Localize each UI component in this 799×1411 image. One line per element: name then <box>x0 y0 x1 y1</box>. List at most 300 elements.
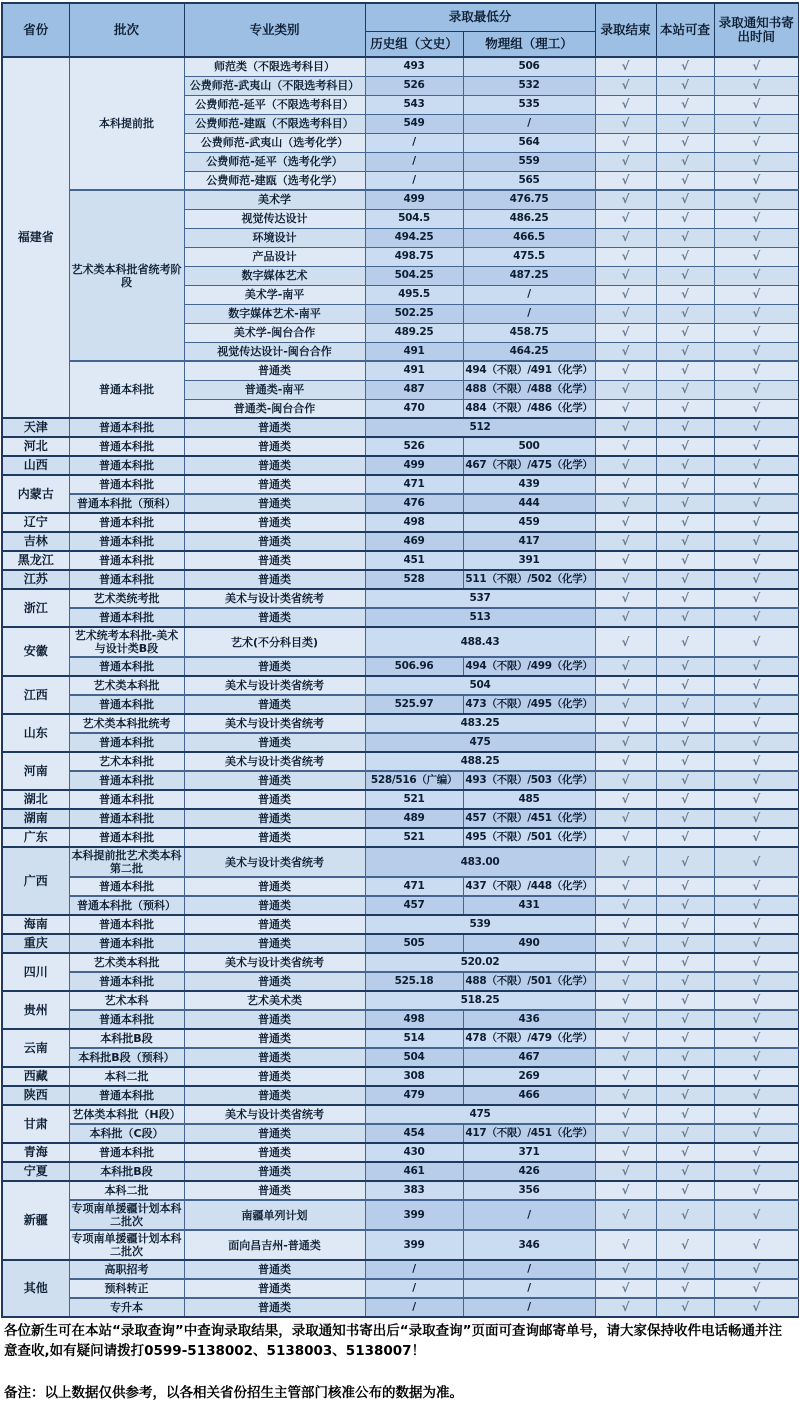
batch-cell: 艺术统考本科批-美术与设计类B段 <box>69 627 184 657</box>
category-cell: 普通类 <box>184 1029 365 1048</box>
category-cell: 美术与设计类省统考 <box>184 1105 365 1124</box>
physics-score-cell: / <box>463 114 595 133</box>
category-cell: 普通类 <box>184 1143 365 1162</box>
batch-cell: 普通本科批 <box>69 695 184 714</box>
table-row <box>2 991 799 1010</box>
site-query-check-cell: √ <box>656 114 714 133</box>
col-header-province: 省份 <box>2 3 69 57</box>
admission-finished-check-cell: √ <box>595 418 656 437</box>
physics-score-cell: 459 <box>463 513 595 532</box>
site-query-check-cell: √ <box>656 934 714 953</box>
province-cell: 广西 <box>2 847 69 915</box>
notice-mail-check-cell: √ <box>714 790 799 809</box>
province-cell: 江西 <box>2 676 69 714</box>
category-cell: 普通类 <box>184 896 365 915</box>
site-query-check-cell: √ <box>656 676 714 695</box>
category-cell: 普通类 <box>184 1124 365 1143</box>
table-row <box>2 589 799 608</box>
history-score-cell: 494.25 <box>365 228 463 247</box>
notice-mail-check-cell: √ <box>714 1162 799 1181</box>
table-row <box>2 1162 799 1181</box>
history-score-cell: 526 <box>365 437 463 456</box>
history-score-cell: 499 <box>365 456 463 475</box>
admission-finished-check-cell: √ <box>595 771 656 790</box>
site-query-check-cell: √ <box>656 972 714 991</box>
site-query-check-cell: √ <box>656 1298 714 1317</box>
category-cell: 美术与设计类省统考 <box>184 953 365 972</box>
notice-mail-check-cell: √ <box>714 171 799 190</box>
site-query-check-cell: √ <box>656 1162 714 1181</box>
province-cell: 山东 <box>2 714 69 752</box>
merged-score-cell: 488.43 <box>365 627 595 657</box>
table-row <box>2 1181 799 1200</box>
batch-cell: 普通本科批 <box>69 513 184 532</box>
table-row <box>2 437 799 456</box>
province-cell: 江苏 <box>2 570 69 589</box>
site-query-check-cell: √ <box>656 991 714 1010</box>
physics-score-cell: / <box>463 1260 595 1279</box>
site-query-check-cell: √ <box>656 1143 714 1162</box>
batch-cell: 普通本科批 <box>69 972 184 991</box>
batch-cell: 艺术本科批 <box>69 752 184 771</box>
physics-score-cell: 391 <box>463 551 595 570</box>
province-cell: 宁夏 <box>2 1162 69 1181</box>
physics-score-cell: / <box>463 1200 595 1230</box>
notice-mail-check-cell: √ <box>714 1200 799 1230</box>
category-cell: 视觉传达设计-闽台合作 <box>184 342 365 361</box>
batch-cell: 专项南单援疆计划本科二批次 <box>69 1200 184 1230</box>
table-row <box>2 953 799 972</box>
history-score-cell: / <box>365 133 463 152</box>
admission-finished-check-cell: √ <box>595 809 656 828</box>
batch-cell: 本科批B段 <box>69 1162 184 1181</box>
physics-score-cell: 444 <box>463 494 595 513</box>
admission-finished-check-cell: √ <box>595 1048 656 1067</box>
notice-mail-check-cell: √ <box>714 771 799 790</box>
site-query-check-cell: √ <box>656 1010 714 1029</box>
physics-score-cell: 356 <box>463 1181 595 1200</box>
site-query-check-cell: √ <box>656 304 714 323</box>
site-query-check-cell: √ <box>656 1124 714 1143</box>
physics-score-cell: 437（不限）/448（化学） <box>463 877 595 896</box>
admission-finished-check-cell: √ <box>595 171 656 190</box>
table-row <box>2 1105 799 1124</box>
history-score-cell: / <box>365 1298 463 1317</box>
col-header-admission-finished: 录取结束 <box>595 3 656 57</box>
admission-finished-check-cell: √ <box>595 114 656 133</box>
notice-mail-check-cell: √ <box>714 456 799 475</box>
batch-cell: 普通本科批 <box>69 532 184 551</box>
category-cell: 普通类 <box>184 608 365 627</box>
category-cell: 数字媒体艺术-南平 <box>184 304 365 323</box>
category-cell: 南疆单列计划 <box>184 1200 365 1230</box>
site-query-check-cell: √ <box>656 1029 714 1048</box>
site-query-check-cell: √ <box>656 1086 714 1105</box>
notice-mail-check-cell: √ <box>714 95 799 114</box>
notice-mail-check-cell: √ <box>714 1010 799 1029</box>
history-score-cell: 521 <box>365 790 463 809</box>
physics-score-cell: 564 <box>463 133 595 152</box>
physics-score-cell: 269 <box>463 1067 595 1086</box>
table-row <box>2 790 799 809</box>
site-query-check-cell: √ <box>656 513 714 532</box>
category-cell: 面向昌吉州-普通类 <box>184 1230 365 1260</box>
category-cell: 公费师范-建瓯（不限选考科目） <box>184 114 365 133</box>
footer-remark-text: 备注：以上数据仅供参考，以各相关省份招生主管部门核准公布的数据为准。 <box>4 1385 463 1401</box>
category-cell: 普通类 <box>184 915 365 934</box>
province-cell: 贵州 <box>2 991 69 1029</box>
admission-finished-check-cell: √ <box>595 1230 656 1260</box>
physics-score-cell: 466 <box>463 1086 595 1105</box>
category-cell: 普通类 <box>184 513 365 532</box>
physics-score-cell: 466.5 <box>463 228 595 247</box>
batch-cell: 艺术类本科批统考 <box>69 714 184 733</box>
notice-mail-check-cell: √ <box>714 304 799 323</box>
admission-finished-check-cell: √ <box>595 752 656 771</box>
admission-finished-check-cell: √ <box>595 1298 656 1317</box>
category-cell: 公费师范-建瓯（选考化学） <box>184 171 365 190</box>
notice-mail-check-cell: √ <box>714 695 799 714</box>
table-row <box>2 828 799 847</box>
site-query-check-cell: √ <box>656 1260 714 1279</box>
site-query-check-cell: √ <box>656 532 714 551</box>
admission-finished-check-cell: √ <box>595 95 656 114</box>
history-score-cell: 308 <box>365 1067 463 1086</box>
physics-score-cell: 559 <box>463 152 595 171</box>
province-cell: 西藏 <box>2 1067 69 1086</box>
site-query-check-cell: √ <box>656 809 714 828</box>
category-cell: 数字媒体艺术 <box>184 266 365 285</box>
site-query-check-cell: √ <box>656 657 714 676</box>
col-header-category: 专业类别 <box>184 3 365 57</box>
physics-score-cell: 490 <box>463 934 595 953</box>
site-query-check-cell: √ <box>656 95 714 114</box>
site-query-check-cell: √ <box>656 953 714 972</box>
category-cell: 普通类-闽台合作 <box>184 399 365 418</box>
notice-mail-check-cell: √ <box>714 1298 799 1317</box>
history-score-cell: 495.5 <box>365 285 463 304</box>
site-query-check-cell: √ <box>656 847 714 877</box>
table-row <box>2 771 799 790</box>
admission-finished-check-cell: √ <box>595 304 656 323</box>
site-query-check-cell: √ <box>656 190 714 209</box>
province-cell: 甘肃 <box>2 1105 69 1143</box>
table-row <box>2 627 799 657</box>
batch-cell: 本科提前批艺术类本科第二批 <box>69 847 184 877</box>
category-cell: 普通类 <box>184 551 365 570</box>
merged-score-cell: 483.25 <box>365 714 595 733</box>
history-score-cell: / <box>365 152 463 171</box>
category-cell: 普通类 <box>184 1260 365 1279</box>
category-cell: 普通类 <box>184 1086 365 1105</box>
merged-score-cell: 483.00 <box>365 847 595 877</box>
history-score-cell: 526 <box>365 76 463 95</box>
batch-cell: 普通本科批 <box>69 1086 184 1105</box>
admission-finished-check-cell: √ <box>595 1029 656 1048</box>
table-row <box>2 418 799 437</box>
table-row <box>2 1230 799 1260</box>
batch-cell: 普通本科批 <box>69 877 184 896</box>
admission-finished-check-cell: √ <box>595 608 656 627</box>
table-row <box>2 1029 799 1048</box>
batch-cell: 普通本科批 <box>69 733 184 752</box>
site-query-check-cell: √ <box>656 695 714 714</box>
category-cell: 普通类 <box>184 828 365 847</box>
table-row <box>2 733 799 752</box>
admission-finished-check-cell: √ <box>595 437 656 456</box>
province-cell: 广东 <box>2 828 69 847</box>
table-row <box>2 847 799 877</box>
notice-mail-check-cell: √ <box>714 877 799 896</box>
table-row <box>2 551 799 570</box>
province-cell: 天津 <box>2 418 69 437</box>
category-cell: 普通类 <box>184 934 365 953</box>
admission-finished-check-cell: √ <box>595 209 656 228</box>
province-cell: 新疆 <box>2 1181 69 1260</box>
category-cell: 普通类 <box>184 361 365 380</box>
history-score-cell: 476 <box>365 494 463 513</box>
admission-finished-check-cell: √ <box>595 532 656 551</box>
batch-cell: 本科批B段 <box>69 1029 184 1048</box>
province-cell: 重庆 <box>2 934 69 953</box>
notice-mail-check-cell: √ <box>714 247 799 266</box>
notice-mail-check-cell: √ <box>714 676 799 695</box>
site-query-check-cell: √ <box>656 1200 714 1230</box>
site-query-check-cell: √ <box>656 570 714 589</box>
category-cell: 普通类 <box>184 1010 365 1029</box>
table-row <box>2 190 799 209</box>
history-score-cell: 499 <box>365 190 463 209</box>
category-cell: 视觉传达设计 <box>184 209 365 228</box>
province-cell: 海南 <box>2 915 69 934</box>
physics-score-cell: 458.75 <box>463 323 595 342</box>
site-query-check-cell: √ <box>656 1279 714 1298</box>
history-score-cell: 543 <box>365 95 463 114</box>
province-cell: 河北 <box>2 437 69 456</box>
batch-cell: 普通本科批（预科） <box>69 896 184 915</box>
notice-mail-check-cell: √ <box>714 809 799 828</box>
site-query-check-cell: √ <box>656 152 714 171</box>
notice-mail-check-cell: √ <box>714 1048 799 1067</box>
province-cell: 陕西 <box>2 1086 69 1105</box>
history-score-cell: 498 <box>365 513 463 532</box>
table-row <box>2 494 799 513</box>
province-cell: 辽宁 <box>2 513 69 532</box>
physics-score-cell: 487.25 <box>463 266 595 285</box>
history-score-cell: 469 <box>365 532 463 551</box>
admission-finished-check-cell: √ <box>595 714 656 733</box>
category-cell: 美术与设计类省统考 <box>184 752 365 771</box>
admission-finished-check-cell: √ <box>595 57 656 76</box>
batch-cell: 普通本科批 <box>69 361 184 418</box>
physics-score-cell: 473（不限）/495（化学） <box>463 695 595 714</box>
notice-mail-check-cell: √ <box>714 266 799 285</box>
category-cell: 普通类 <box>184 972 365 991</box>
category-cell: 美术与设计类省统考 <box>184 676 365 695</box>
site-query-check-cell: √ <box>656 171 714 190</box>
admission-finished-check-cell: √ <box>595 342 656 361</box>
category-cell: 普通类-南平 <box>184 380 365 399</box>
admission-finished-check-cell: √ <box>595 1143 656 1162</box>
physics-score-cell: 439 <box>463 475 595 494</box>
category-cell: 美术与设计类省统考 <box>184 847 365 877</box>
site-query-check-cell: √ <box>656 627 714 657</box>
table-row <box>2 1048 799 1067</box>
history-score-cell: 498 <box>365 1010 463 1029</box>
category-cell: 普通类 <box>184 475 365 494</box>
category-cell: 普通类 <box>184 877 365 896</box>
table-row <box>2 1010 799 1029</box>
notice-mail-check-cell: √ <box>714 828 799 847</box>
batch-cell: 普通本科批 <box>69 828 184 847</box>
table-row <box>2 1124 799 1143</box>
batch-cell: 普通本科批 <box>69 418 184 437</box>
table-row <box>2 934 799 953</box>
site-query-check-cell: √ <box>656 714 714 733</box>
physics-score-cell: 493（不限）/503（化学） <box>463 771 595 790</box>
notice-mail-check-cell: √ <box>714 915 799 934</box>
batch-cell: 普通本科批 <box>69 915 184 934</box>
notice-mail-check-cell: √ <box>714 1067 799 1086</box>
admission-finished-check-cell: √ <box>595 570 656 589</box>
notice-mail-check-cell: √ <box>714 133 799 152</box>
batch-cell: 艺术类本科批 <box>69 676 184 695</box>
notice-mail-check-cell: √ <box>714 934 799 953</box>
notice-mail-check-cell: √ <box>714 608 799 627</box>
province-cell: 其他 <box>2 1260 69 1317</box>
merged-score-cell: 475 <box>365 733 595 752</box>
physics-score-cell: 426 <box>463 1162 595 1181</box>
history-score-cell: 461 <box>365 1162 463 1181</box>
notice-mail-check-cell: √ <box>714 1230 799 1260</box>
site-query-check-cell: √ <box>656 1230 714 1260</box>
admission-finished-check-cell: √ <box>595 456 656 475</box>
batch-cell: 本科批B段（预科） <box>69 1048 184 1067</box>
history-score-cell: 498.75 <box>365 247 463 266</box>
site-query-check-cell: √ <box>656 228 714 247</box>
site-query-check-cell: √ <box>656 828 714 847</box>
admission-finished-check-cell: √ <box>595 247 656 266</box>
admission-finished-check-cell: √ <box>595 953 656 972</box>
admission-finished-check-cell: √ <box>595 513 656 532</box>
notice-mail-check-cell: √ <box>714 1181 799 1200</box>
batch-cell: 普通本科批 <box>69 771 184 790</box>
batch-cell: 普通本科批 <box>69 608 184 627</box>
batch-cell: 普通本科批 <box>69 1143 184 1162</box>
table-row <box>2 676 799 695</box>
province-cell: 吉林 <box>2 532 69 551</box>
batch-cell: 艺体类本科批（H段） <box>69 1105 184 1124</box>
physics-score-cell: / <box>463 1279 595 1298</box>
category-cell: 普通类 <box>184 494 365 513</box>
merged-score-cell: 513 <box>365 608 595 627</box>
notice-mail-check-cell: √ <box>714 1260 799 1279</box>
physics-score-cell: 486.25 <box>463 209 595 228</box>
site-query-check-cell: √ <box>656 1181 714 1200</box>
physics-score-cell: 476.75 <box>463 190 595 209</box>
admission-finished-check-cell: √ <box>595 152 656 171</box>
physics-score-cell: 431 <box>463 896 595 915</box>
notice-mail-check-cell: √ <box>714 1029 799 1048</box>
notice-mail-check-cell: √ <box>714 513 799 532</box>
table-row <box>2 361 799 380</box>
physics-score-cell: 488（不限）/488（化学） <box>463 380 595 399</box>
batch-cell: 专项南单援疆计划本科二批次 <box>69 1230 184 1260</box>
physics-score-cell: 467 <box>463 1048 595 1067</box>
category-cell: 普通类 <box>184 771 365 790</box>
batch-cell: 普通本科批 <box>69 551 184 570</box>
batch-cell: 艺术本科 <box>69 991 184 1010</box>
site-query-check-cell: √ <box>656 790 714 809</box>
admission-finished-check-cell: √ <box>595 790 656 809</box>
col-header-notice-mail-time: 录取通知书寄出时间 <box>714 3 799 57</box>
history-score-cell: 491 <box>365 342 463 361</box>
admission-finished-check-cell: √ <box>595 133 656 152</box>
history-score-cell: 502.25 <box>365 304 463 323</box>
physics-score-cell: 500 <box>463 437 595 456</box>
admission-finished-check-cell: √ <box>595 1105 656 1124</box>
history-score-cell: 549 <box>365 114 463 133</box>
notice-mail-check-cell: √ <box>714 1105 799 1124</box>
notice-mail-check-cell: √ <box>714 1086 799 1105</box>
province-cell: 福建省 <box>2 57 69 418</box>
physics-score-cell: 506 <box>463 57 595 76</box>
batch-cell: 本科提前批 <box>69 57 184 190</box>
notice-mail-check-cell: √ <box>714 114 799 133</box>
admission-finished-check-cell: √ <box>595 1162 656 1181</box>
history-score-cell: 430 <box>365 1143 463 1162</box>
admission-finished-check-cell: √ <box>595 733 656 752</box>
site-query-check-cell: √ <box>656 361 714 380</box>
notice-mail-check-cell: √ <box>714 152 799 171</box>
history-score-cell: / <box>365 1279 463 1298</box>
notice-mail-check-cell: √ <box>714 627 799 657</box>
history-score-cell: 525.97 <box>365 695 463 714</box>
physics-score-cell: 436 <box>463 1010 595 1029</box>
notice-mail-check-cell: √ <box>714 972 799 991</box>
notice-mail-check-cell: √ <box>714 657 799 676</box>
province-cell: 河南 <box>2 752 69 790</box>
notice-mail-check-cell: √ <box>714 285 799 304</box>
site-query-check-cell: √ <box>656 247 714 266</box>
history-score-cell: 471 <box>365 475 463 494</box>
batch-cell: 普通本科批 <box>69 475 184 494</box>
col-header-site-query: 本站可查 <box>656 3 714 57</box>
category-cell: 师范类（不限选考科目） <box>184 57 365 76</box>
admission-finished-check-cell: √ <box>595 991 656 1010</box>
merged-score-cell: 539 <box>365 915 595 934</box>
notice-mail-check-cell: √ <box>714 532 799 551</box>
category-cell: 普通类 <box>184 809 365 828</box>
admission-finished-check-cell: √ <box>595 1279 656 1298</box>
site-query-check-cell: √ <box>656 285 714 304</box>
site-query-check-cell: √ <box>656 733 714 752</box>
admission-finished-check-cell: √ <box>595 877 656 896</box>
site-query-check-cell: √ <box>656 877 714 896</box>
category-cell: 普通类 <box>184 532 365 551</box>
category-cell: 普通类 <box>184 1162 365 1181</box>
batch-cell: 高职招考 <box>69 1260 184 1279</box>
table-row <box>2 752 799 771</box>
notice-mail-check-cell: √ <box>714 76 799 95</box>
category-cell: 艺术(不分科目类) <box>184 627 365 657</box>
admission-finished-check-cell: √ <box>595 589 656 608</box>
physics-score-cell: 417（不限）/451（化学） <box>463 1124 595 1143</box>
physics-score-cell: / <box>463 1298 595 1317</box>
merged-score-cell: 520.02 <box>365 953 595 972</box>
physics-score-cell: 464.25 <box>463 342 595 361</box>
table-row <box>2 915 799 934</box>
